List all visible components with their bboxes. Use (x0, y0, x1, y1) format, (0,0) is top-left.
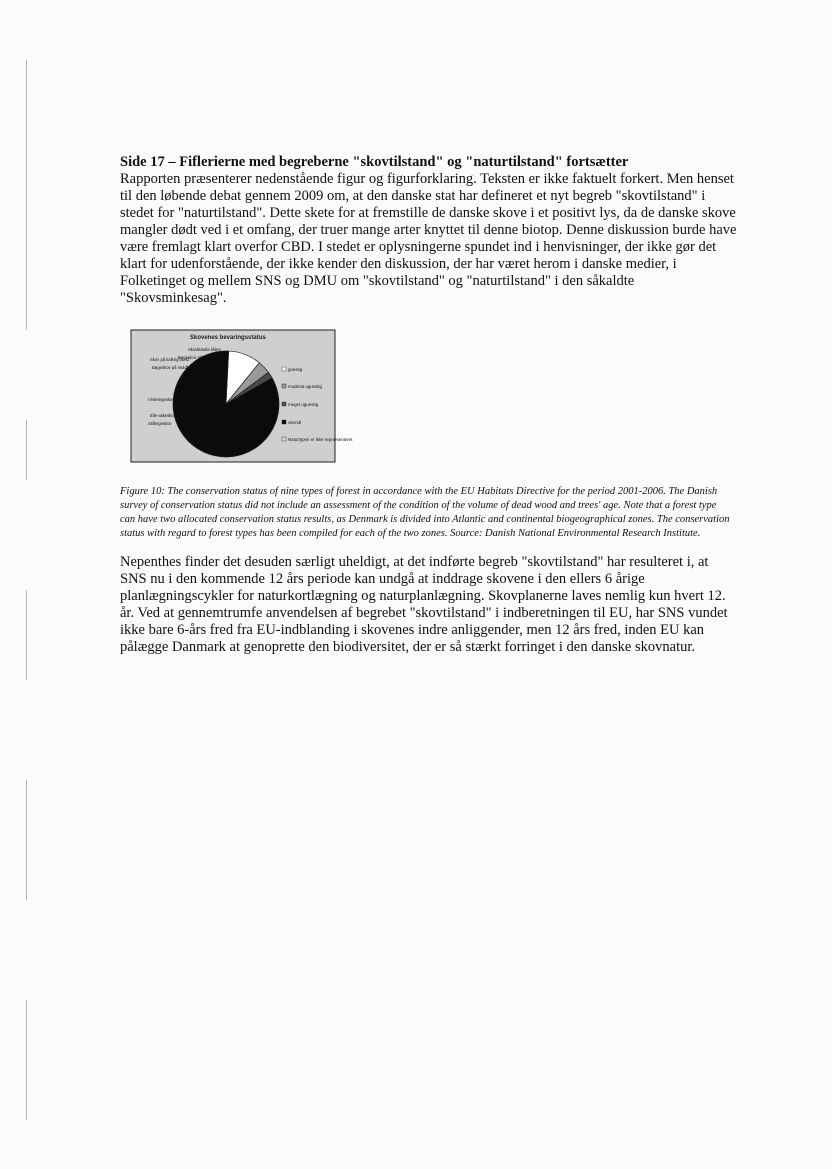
paragraph-intro: Rapporten præsenterer nedenstående figur og figurforklaring. Teksten er ikke faktuelt forkert. Men henset til den løbende debat gennem 2009 om, at den danske stat har defineret et nyt begreb "skovtilstand" i stedet for "naturtilstand". Dette skete for at fremstille de danske skove i et positivt lys, da de danske skove mangler dødt ved i et omfang, der truer mange arter knyttet til denne biotop. Denne diskussion burde have være fremlagt klart overfor CBD. I stedet er oplysningerne spundet ind i henvisninger, der ikke gør det klart for udenforstående, der ikke kender den diskussion, der har været herom i danske medier, i Folketinget og mellem SNS og DMU om "skovtilstand" og "naturtilstand" i den såkaldte "Skovsminkesag". (120, 171, 737, 306)
scan-edge-line (26, 1000, 27, 1120)
slice-label: Stilkegeskov (148, 421, 172, 426)
legend-label: ukendt (288, 420, 302, 425)
scan-edge-line (26, 590, 27, 680)
figure-caption: Figure 10: The conservation status of nine types of forest in accordance with the EU Habitats Directive for the period 2001-2006. The Danish survey of conservation status did not include an assessment of the condition of the volume of dead wood and trees' age. Note that a forest type can have two allocated conservation status results, as Denmark is divided into Atlantic and continental biogeographical zones. The conservation status with regard to forest types has been compiled for each of the two zones. Source: Danish National Environmental Research Institute. (120, 486, 730, 539)
slice-label: Skov på kalkrig bund (150, 357, 189, 362)
scan-edge-line (26, 780, 27, 900)
legend-swatch (282, 420, 286, 424)
legend-label: gunstig (288, 367, 303, 372)
legend-swatch (282, 402, 286, 406)
section-heading: Side 17 – Fiflerierne med begreberne "skovtilstand" og "naturtilstand" fortsætter (120, 154, 629, 170)
slice-label: Bøgeskov på muldbund (152, 365, 196, 370)
slice-label: Skovklædte klitter (188, 347, 222, 352)
scan-edge-line (26, 60, 27, 330)
legend-swatch (282, 437, 286, 441)
legend-swatch (282, 367, 286, 371)
chart-title: Skovenes bevaringsstatus (190, 335, 266, 341)
slice-label: Elle-askeskov (150, 413, 176, 418)
paragraph-conclusion: Nepenthes finder det desuden særligt uheldigt, at det indførte begreb "skovtilstand" har resulteret i, at SNS nu i den kommende 12 års periode kan undgå at inddrage skovene i den ellers 6 årige planlægningscykler for naturkortlægning og naturplanlægning. Skovplanerne laves nemlig kun hvert 12. år. Ved at gennemtrumfe anvendelsen af begrebet "skovtilstand" i indberetningen til EU, har SNS vundet ikke bare 6-års fred fra EU-indblanding i skovenes indre anliggender, men 12 års fred, inden EU kan pålægge Danmark at genoprette den biodiversitet, der er så stærkt forringet i den danske skovnatur. (120, 554, 728, 655)
legend-label: Naturtypen er ikke repræsenteret (288, 437, 353, 442)
legend-label: moderat ugunstig (288, 384, 322, 389)
figure-10-chart (130, 329, 353, 465)
legend-label: meget ugunstig (288, 402, 319, 407)
pie-chart (130, 329, 353, 465)
legend-swatch (282, 384, 286, 388)
scan-edge-line (26, 420, 27, 480)
slice-label: Vinteregeskov (148, 397, 175, 402)
document-page (120, 154, 738, 656)
slice-label: Bøgeskov på morbund (178, 355, 221, 360)
